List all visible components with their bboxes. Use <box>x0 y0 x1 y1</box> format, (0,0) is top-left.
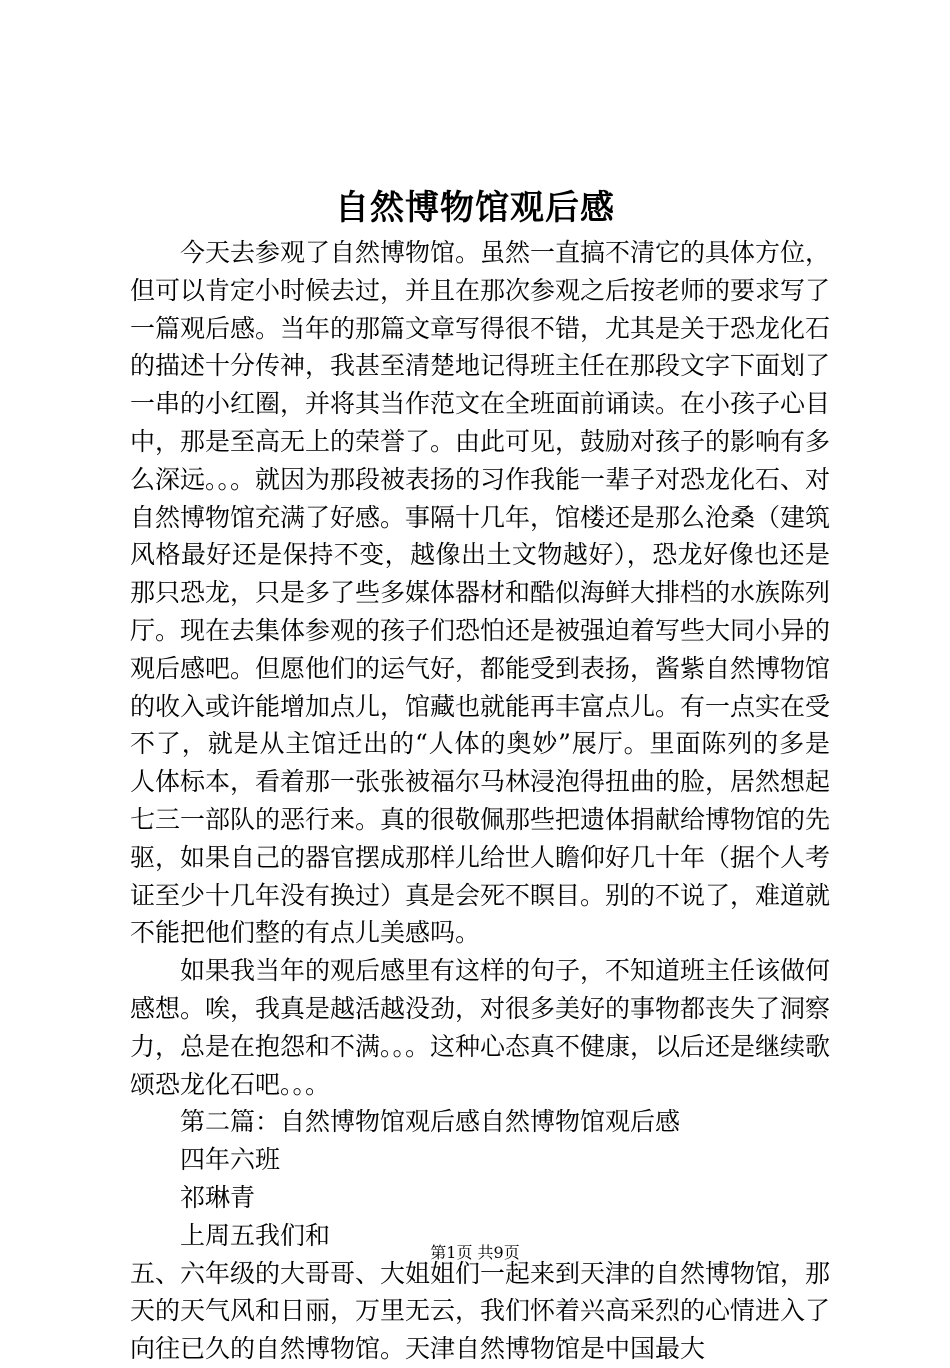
paragraph: 如果我当年的观后感里有这样的句子，不知道班主任该做何感想。唉，我真是越活越没劲，对很多美好的事物都丧失了洞察力，总是在抱怨和不满。。。这种心态真不健康，以后还是继续歌颂恐龙化石吧。。。 <box>130 956 831 1099</box>
document-body <box>130 234 830 1368</box>
page-footer: 第1页 共9页 <box>430 1243 520 1262</box>
section-heading: 第二篇：自然博物馆观后感自然博物馆观后感 <box>180 1107 681 1137</box>
paragraph: 五、六年级的大哥哥、大姐姐们一起来到天津的自然博物馆，那天的天气风和日丽，万里无云，我们怀着兴高采烈的心情进入了向往已久的自然博物馆。天津自然博物馆是中国最大 <box>130 1258 831 1364</box>
document-title: 自然博物馆观后感 <box>335 188 615 228</box>
author-line: 祁琳青 <box>180 1182 256 1212</box>
paragraph: 今天去参观了自然博物馆。虽然一直搞不清它的具体方位，但可以肯定小时候去过，并且在那次参观之后按老师的要求写了一篇观后感。当年的那篇文章写得很不错，尤其是关于恐龙化石的描述十分传神，我甚至清楚地记得班主任在那段文字下面划了一串的小红圈，并将其当作范文在全班面前诵读。在小孩子心目中，那是至高无上的荣誉了。由此可见，鼓励对孩子的影响有多么深远。。。就因为那段被表扬的习作我能一辈子对恐龙化石、对自然博物馆充满了好感。事隔十几年，馆楼还是那么沧桑（建筑风格最好还是保持不变，越像出土文物越好），恐龙好像也还是那只恐龙，只是多了些多媒体器材和酷似海鲜大排档的水族陈列厅。现在去集体参观的孩子们恐怕还是被强迫着写些大同小异的观后感吧。但愿他们的运气好，都能受到表扬，酱紫自然博物馆的收入或许能增加点儿，馆藏也就能再丰富点儿。有一点实在受不了，就是从主馆迁出的“人体的奥妙”展厅。里面陈列的多是人体标本，看着那一张张被福尔马林浸泡得扭曲的脸，居然想起七三一部队的恶行来。真的很敬佩那些把遗体捐献给博物馆的先驱，如果自己的器官摆成那样儿给世人瞻仰好几十年（据个人考证至少十几年没有换过）真是会死不瞑目。别的不说了，难道就不能把他们整的有点儿美感吗。 <box>130 238 831 948</box>
class-line: 四年六班 <box>180 1145 281 1175</box>
paragraph: 上周五我们和 <box>180 1220 331 1250</box>
